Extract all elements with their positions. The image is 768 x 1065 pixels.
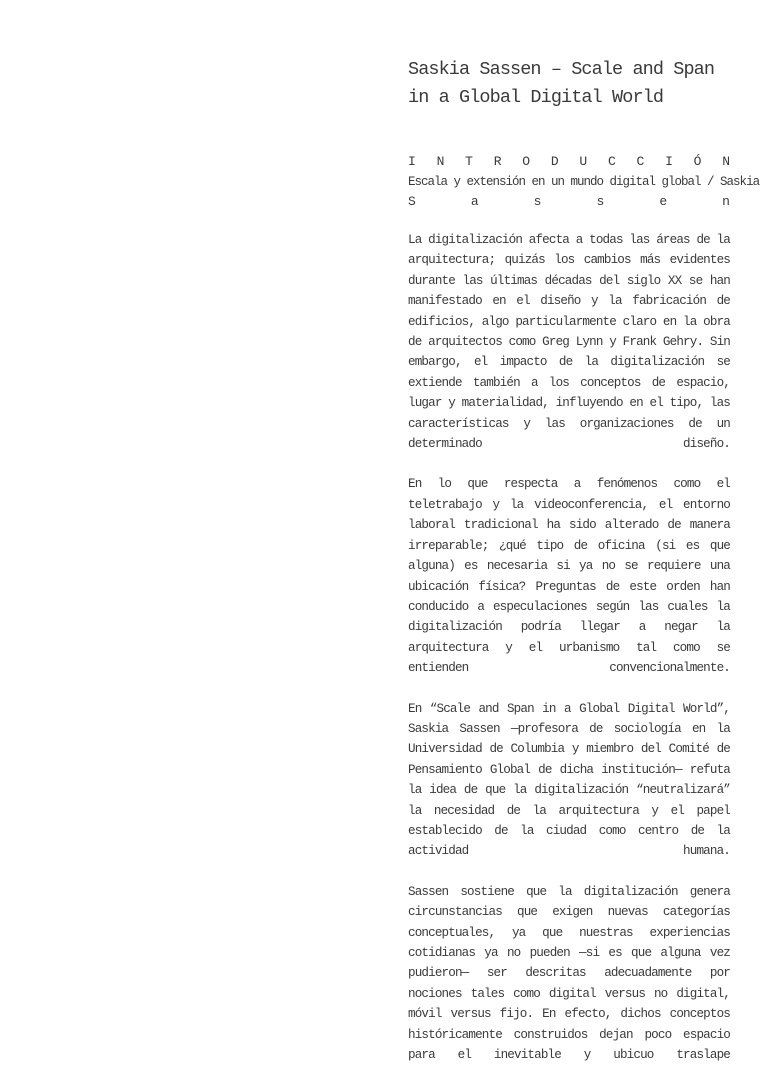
surname-letter: S <box>408 194 416 209</box>
heading-letter: O <box>522 154 531 169</box>
heading-letter: C <box>607 154 616 169</box>
surname-letter: n <box>722 194 730 209</box>
surname-letter: a <box>470 194 479 209</box>
body-paragraph: En lo que respecta a fenómenos como el teletrabajo y la videoconferencia, el entorno laboral tradicional ha sido alterado de manera irreparable; ¿qué tipo de oficina (si es que alguna) es necesaria si ya no se requiere una ubicación física? Preguntas de este orden han conducido a especulaciones según las cuales la digitalización podría llegar a negar la arquitectura y el urbanismo tal como se entienden convencionalmente. <box>408 477 730 676</box>
surname-letter: s <box>596 194 605 209</box>
text-column <box>408 56 760 1065</box>
subtitle: Escala y extensión en un mundo digital global / Saskia <box>408 175 760 189</box>
body-paragraph: Sassen sostiene que la digitalización genera circunstancias que exigen nuevas categorías conceptuales, ya que nuestras experiencias cotidianas ya no pueden —si es que alguna vez pudieron— ser descritas adecuadamente por nociones tales como digital versus no digital, móvil versus fijo. En efecto, dichos conceptos históricamente construidos dejan poco espacio para el inevitable y ubicuo traslape <box>408 884 730 1063</box>
heading-letter: Ó <box>693 154 702 169</box>
heading-letter: D <box>550 154 559 169</box>
heading-letter: C <box>636 154 645 169</box>
heading-letter: R <box>493 154 502 169</box>
document-title: Saskia Sassen – Scale and Span in a Global Digital World <box>408 59 715 108</box>
heading-letter: I <box>408 154 416 169</box>
introduction-heading-block <box>408 152 760 212</box>
introduction-heading <box>408 152 730 172</box>
heading-letter: N <box>722 154 730 169</box>
heading-letter: T <box>465 154 473 169</box>
heading-letter: I <box>665 154 673 169</box>
heading-letter: U <box>579 154 588 169</box>
body-paragraph: En “Scale and Span in a Global Digital World”, Saskia Sassen —profesora de sociología en la Universidad de Columbia y miembro del Comité de Pensamiento Global de dicha institución— refuta la idea de que la digitalización “neutralizará” la necesidad de la arquitectura y el papel establecido de la ciudad como centro de la actividad humana. <box>408 701 730 859</box>
heading-letter: N <box>436 154 445 169</box>
body-paragraph: La digitalización afecta a todas las áreas de la arquitectura; quizás los cambios más evidentes durante las últimas décadas del siglo XX se han manifestado en el diseño y la fabricación de edificios, algo particularmente claro en la obra de arquitectos como Greg Lynn y Frank Gehry. Sin embargo, el impacto de la digitalización se extiende también a los conceptos de espacio, lugar y materialidad, influyendo en el tipo, las características y las organizaciones de un determinado diseño. <box>408 233 730 452</box>
surname-letter: e <box>659 194 668 209</box>
author-surname <box>408 192 730 212</box>
surname-letter: s <box>533 194 542 209</box>
